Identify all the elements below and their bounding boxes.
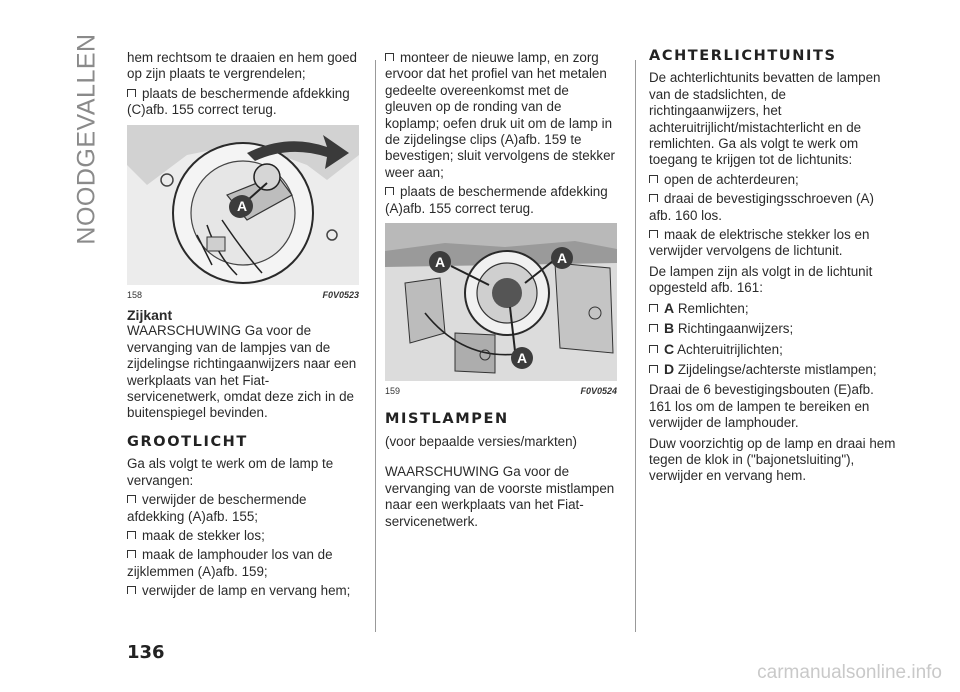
- mistlampen-subtitle: (voor bepaalde versies/markten): [385, 433, 578, 449]
- achterlichtunits-intro: De achterlichtunits bevatten de lampen van de stadslichten, de richtingaanwijzers, het achteruitrijlicht/mistachterlicht en de remlichten. Ga als volgt te werk om toegang te krijgen tot de lichtunits:: [649, 70, 881, 168]
- figure-caption-159: [385, 383, 617, 399]
- figure-code: F0V0523: [322, 289, 359, 300]
- lamp-text: Zijdelingse/achterste mistlampen;: [677, 361, 877, 377]
- column-divider: [635, 60, 636, 632]
- bullet-item: monteer de nieuwe lamp, en zorg ervoor dat het profiel van het metalen gedeelte overeenkomst met de gleuven op de ronding van de koplamp; oefen druk uit om de lamp in de zijdelingse clips (A)afb. 159 te bevestigen; sluit vervolgens de stekker weer aan;: [385, 50, 615, 180]
- lamp-text: Richtingaanwijzers;: [677, 321, 794, 337]
- column-3: [649, 48, 899, 488]
- lamp-list-item: [649, 320, 899, 337]
- paragraph-bolts: Draai de 6 bevestigingsbouten (E)afb. 161 los om de lampen te bereiken en verwijder de lamphouder.: [649, 382, 874, 431]
- callout-a-right: A: [551, 247, 573, 269]
- lamp-letter: C: [664, 340, 675, 357]
- headlamp-illustration-159: [385, 223, 617, 381]
- column-divider: [375, 60, 376, 632]
- lamp-text: Remlichten;: [677, 300, 749, 316]
- figure-caption-158: [127, 287, 359, 303]
- page-number: 136: [127, 642, 165, 663]
- lamp-list-item: [649, 341, 899, 358]
- bullet-item: maak de elektrische stekker los en verwijder vervolgens de lichtunit.: [649, 227, 899, 260]
- figure-number: 159: [385, 386, 401, 397]
- callout-a-bottom: A: [511, 347, 533, 369]
- bullet-item: maak de lamphouder los van de zijklemmen (A)afb. 159;: [127, 547, 359, 580]
- lampen-intro: De lampen zijn als volgt in de lichtunit opgesteld afb. 161:: [649, 263, 873, 296]
- bullet-item: open de achterdeuren;: [649, 172, 899, 188]
- bullet-item: draai de bevestigingsschroeven (A) afb. 160 los.: [649, 191, 899, 224]
- figure-number: 158: [127, 289, 143, 300]
- bullet-item: plaats de beschermende afdekking (C)afb. 155 correct terug.: [127, 86, 359, 119]
- paragraph-bajonet: Duw voorzichtig op de lamp en draai hem tegen de klok in ("bajonetsluiting"), verwijder en vervang hem.: [649, 435, 896, 484]
- lamp-list-item: [649, 300, 899, 317]
- zijkant-heading: Zijkant: [127, 307, 173, 324]
- bullet-item: plaats de beschermende afdekking (A)afb. 155 correct terug.: [385, 184, 617, 217]
- grootlicht-heading: GROOTLICHT: [127, 433, 248, 450]
- mistlampen-heading: MISTLAMPEN: [385, 411, 509, 428]
- paragraph-intro: hem rechtsom te draaien en hem goed op zijn plaats te vergrendelen;: [127, 50, 358, 82]
- figure-159: [385, 223, 617, 381]
- section-side-label: [67, 33, 107, 245]
- achterlichtunits-heading: ACHTERLICHTUNITS: [649, 48, 837, 64]
- mistlampen-text: WAARSCHUWING Ga voor de vervanging van de voorste mistlampen naar een werkplaats van het Fiat-servicenetwerk.: [385, 464, 615, 529]
- bullet-item: maak de stekker los;: [127, 528, 359, 544]
- section-side-label-text: NOODGEVALLEN: [72, 33, 101, 245]
- grootlicht-intro: Ga als volgt te werk om de lamp te vervangen:: [127, 456, 334, 488]
- lamp-text: Achteruitrijlichten;: [677, 341, 783, 357]
- callout-a-left: A: [429, 251, 451, 273]
- column-1: [127, 50, 359, 603]
- figure-code: F0V0524: [580, 386, 617, 397]
- column-2: [385, 50, 617, 533]
- lamp-letter: D: [664, 360, 675, 377]
- bullet-item: verwijder de beschermende afdekking (A)afb. 155;: [127, 492, 359, 525]
- figure-158: [127, 125, 359, 285]
- lamp-letter: B: [664, 320, 675, 337]
- watermark: carmanualsonline.info: [757, 662, 942, 683]
- lamp-letter: A: [664, 299, 675, 316]
- bullet-item: verwijder de lamp en vervang hem;: [127, 583, 359, 599]
- zijkant-text: WAARSCHUWING Ga voor de vervanging van de lampjes van de zijdelingse richtingaanwijzers naar een werkplaats van het Fiat-servicenetwerk, omdat deze zich in de buitenspiegel bevinden.: [127, 323, 357, 421]
- callout-a: A: [231, 195, 253, 217]
- lamp-list-item: [649, 361, 899, 378]
